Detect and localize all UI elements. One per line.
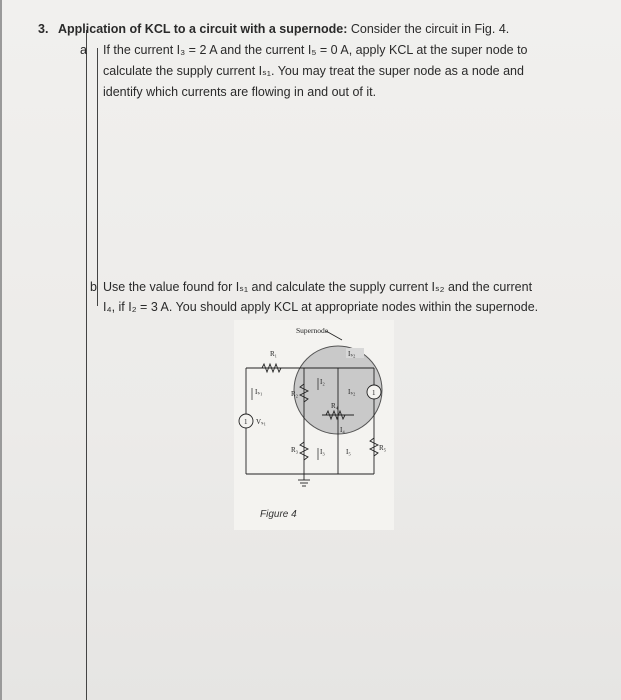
part-b-line-2: I₄, if I₂ = 3 A. You should apply KCL at appropriate nodes within the supernode. (103, 300, 539, 314)
part-a-label: a (80, 43, 87, 57)
i3-label: I₃ (320, 448, 325, 456)
margin-line-left (86, 30, 87, 700)
part-a-line-1: If the current I₃ = 2 A and the current I₅ = 0 A, apply KCL at the super node to (103, 43, 528, 57)
margin-line-part-a (97, 48, 98, 288)
i2-label: I₂ (320, 378, 325, 386)
question-title (58, 22, 509, 36)
question-title-bold: Application of KCL to a circuit with a supernode: (58, 22, 348, 36)
is2-label: Iₛ₂ (348, 350, 356, 358)
figure-caption: Figure 4 (260, 509, 297, 520)
vs1-label: Vₛ₁ (256, 418, 267, 426)
r2-label: R₂ (291, 390, 299, 398)
i5-label: I₅ (346, 448, 351, 456)
r3-label: R₃ (291, 446, 299, 454)
question-number: 3. (38, 22, 49, 36)
r1-label: R₁ (270, 350, 278, 358)
supernode-label: Supernode (296, 326, 329, 335)
voltage-source-2-symbol: 1 (372, 389, 376, 397)
r5-label: R₅ (379, 444, 387, 452)
margin-line-part-b (97, 278, 98, 306)
i4-label: I₄ (340, 426, 345, 434)
r4-label: R₄ (331, 402, 339, 410)
circuit-figure (234, 320, 394, 530)
part-a-line-2: calculate the supply current Iₛ₁. You may treat the super node as a node and (103, 64, 524, 78)
is2-inner-label: Iₛ₂ (348, 388, 356, 396)
question-title-rest: Consider the circuit in Fig. 4. (347, 22, 510, 36)
part-b-line-1: Use the value found for Iₛ₁ and calculate the supply current Iₛ₂ and the current (103, 280, 533, 294)
part-b-label: b (90, 280, 97, 294)
part-a-line-3: identify which currents are flowing in and out of it. (103, 85, 377, 99)
voltage-source-1-symbol: 1 (244, 418, 248, 426)
is1-label: Iₛ₁ (255, 388, 263, 396)
